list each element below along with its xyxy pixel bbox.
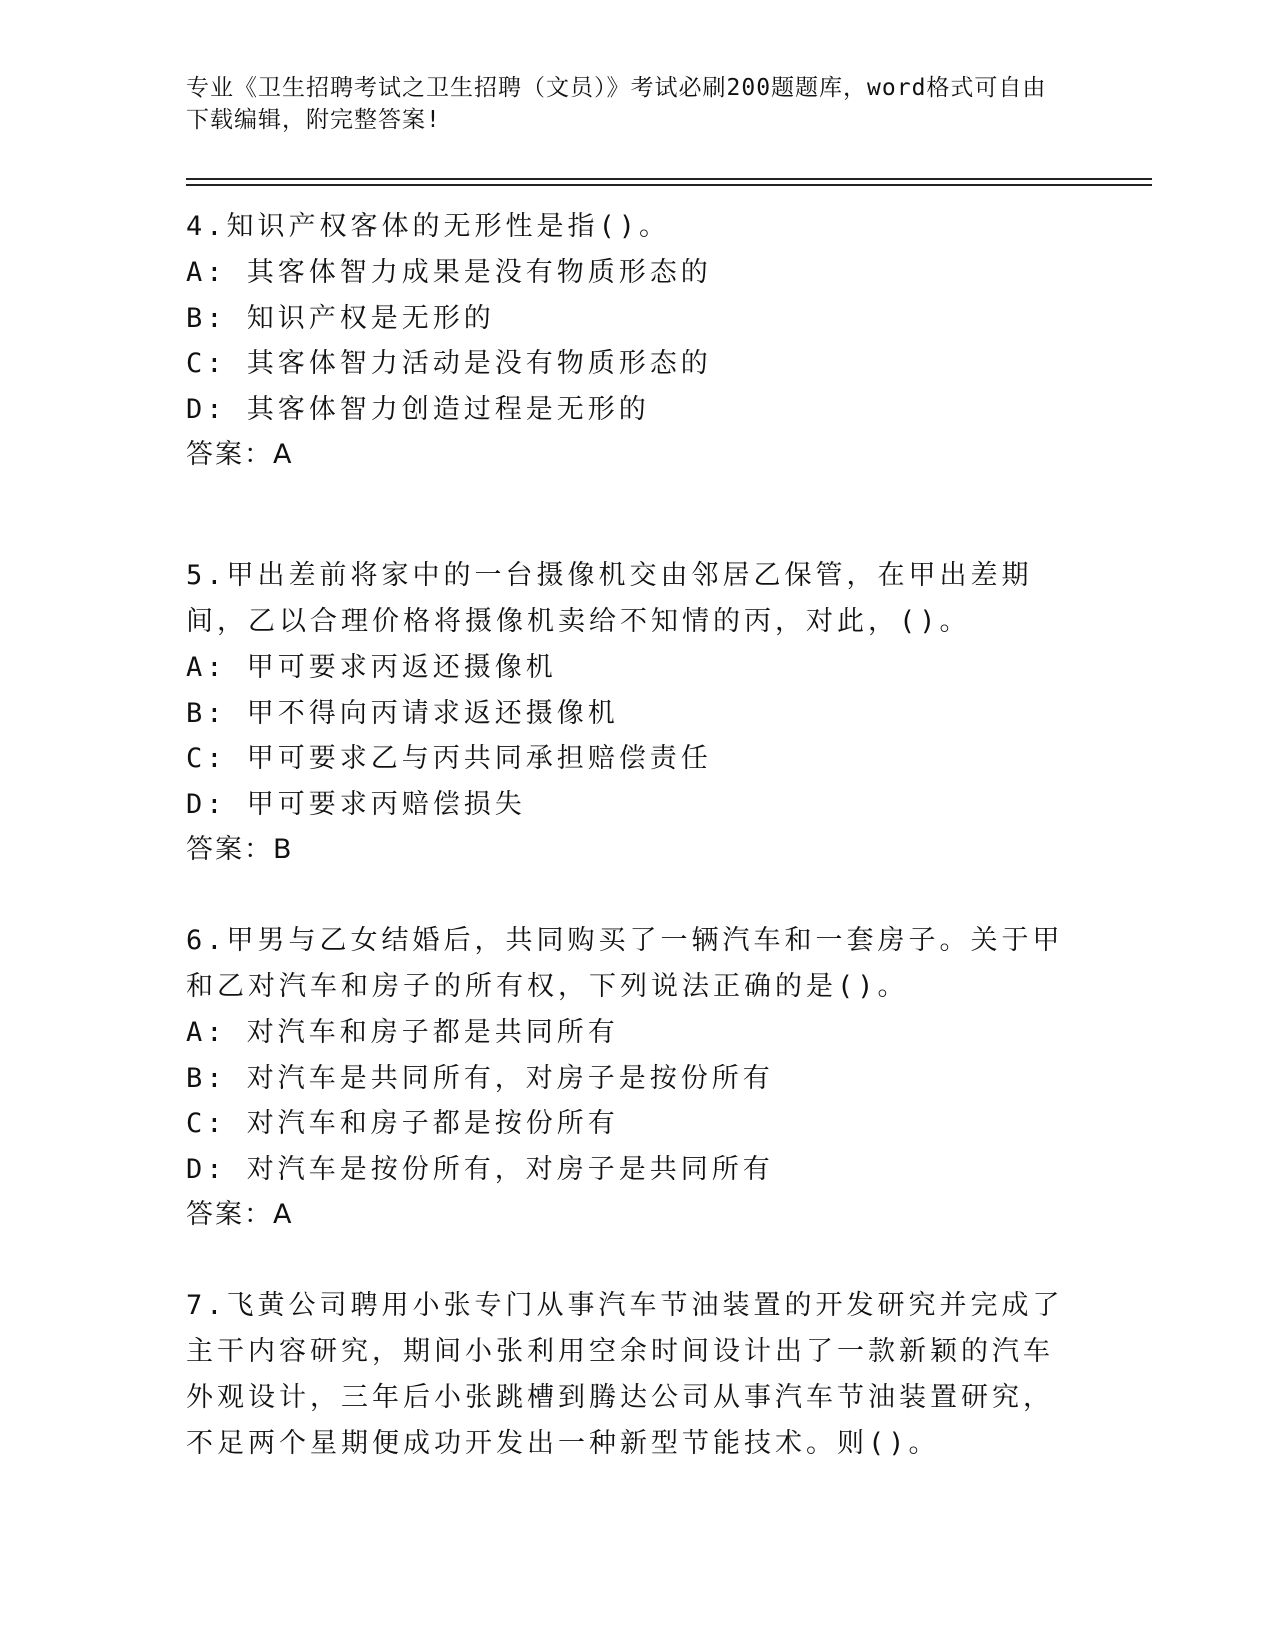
option-c: C: 对汽车和房子都是按份所有 bbox=[186, 1108, 619, 1139]
document-header: 专业《卫生招聘考试之卫生招聘（文员）》考试必刷200题题库，word格式可自由下载编辑，附完整答案! bbox=[186, 75, 1047, 133]
question-stem: 6.甲男与乙女结婚后，共同购买了一辆汽车和一套房子。关于甲和乙对汽车和房子的所有权，下列说法正确的是()。 bbox=[186, 925, 1064, 1002]
question-stem: 4.知识产权客体的无形性是指()。 bbox=[186, 211, 671, 242]
question-6 bbox=[186, 918, 1066, 1238]
option-b: B: 知识产权是无形的 bbox=[186, 302, 495, 334]
header-divider-bottom bbox=[186, 184, 1152, 186]
question-7 bbox=[186, 1283, 1066, 1467]
header-divider-top bbox=[186, 178, 1152, 180]
option-a: A: 甲可要求丙返还摄像机 bbox=[186, 652, 557, 683]
option-b: B: 对汽车是共同所有，对房子是按份所有 bbox=[186, 1062, 774, 1094]
option-a: A: 其客体智力成果是没有物质形态的 bbox=[186, 257, 712, 288]
option-a: A: 对汽车和房子都是共同所有 bbox=[186, 1017, 619, 1048]
option-b: B: 甲不得向丙请求返还摄像机 bbox=[186, 697, 619, 729]
question-5 bbox=[186, 553, 1066, 873]
answer: 答案：A bbox=[186, 1199, 294, 1230]
question-4 bbox=[186, 204, 1066, 478]
question-stem: 7.飞黄公司聘用小张专门从事汽车节油装置的开发研究并完成了主干内容研究，期间小张利用空余时间设计出了一款新颖的汽车外观设计，三年后小张跳槽到腾达公司从事汽车节油装置研究，不足两个星期便成功开发出一种新型节能技术。则()。 bbox=[186, 1290, 1064, 1459]
answer: 答案：B bbox=[186, 834, 294, 865]
option-d: D: 甲可要求丙赔偿损失 bbox=[186, 788, 526, 820]
option-c: C: 其客体智力活动是没有物质形态的 bbox=[186, 348, 712, 379]
answer: 答案：A bbox=[186, 439, 294, 470]
question-stem: 5.甲出差前将家中的一台摄像机交由邻居乙保管，在甲出差期间，乙以合理价格将摄像机卖给不知情的丙，对此，()。 bbox=[186, 560, 1033, 637]
option-c: C: 甲可要求乙与丙共同承担赔偿责任 bbox=[186, 743, 712, 774]
option-d: D: 对汽车是按份所有，对房子是共同所有 bbox=[186, 1153, 774, 1185]
option-d: D: 其客体智力创造过程是无形的 bbox=[186, 393, 650, 425]
